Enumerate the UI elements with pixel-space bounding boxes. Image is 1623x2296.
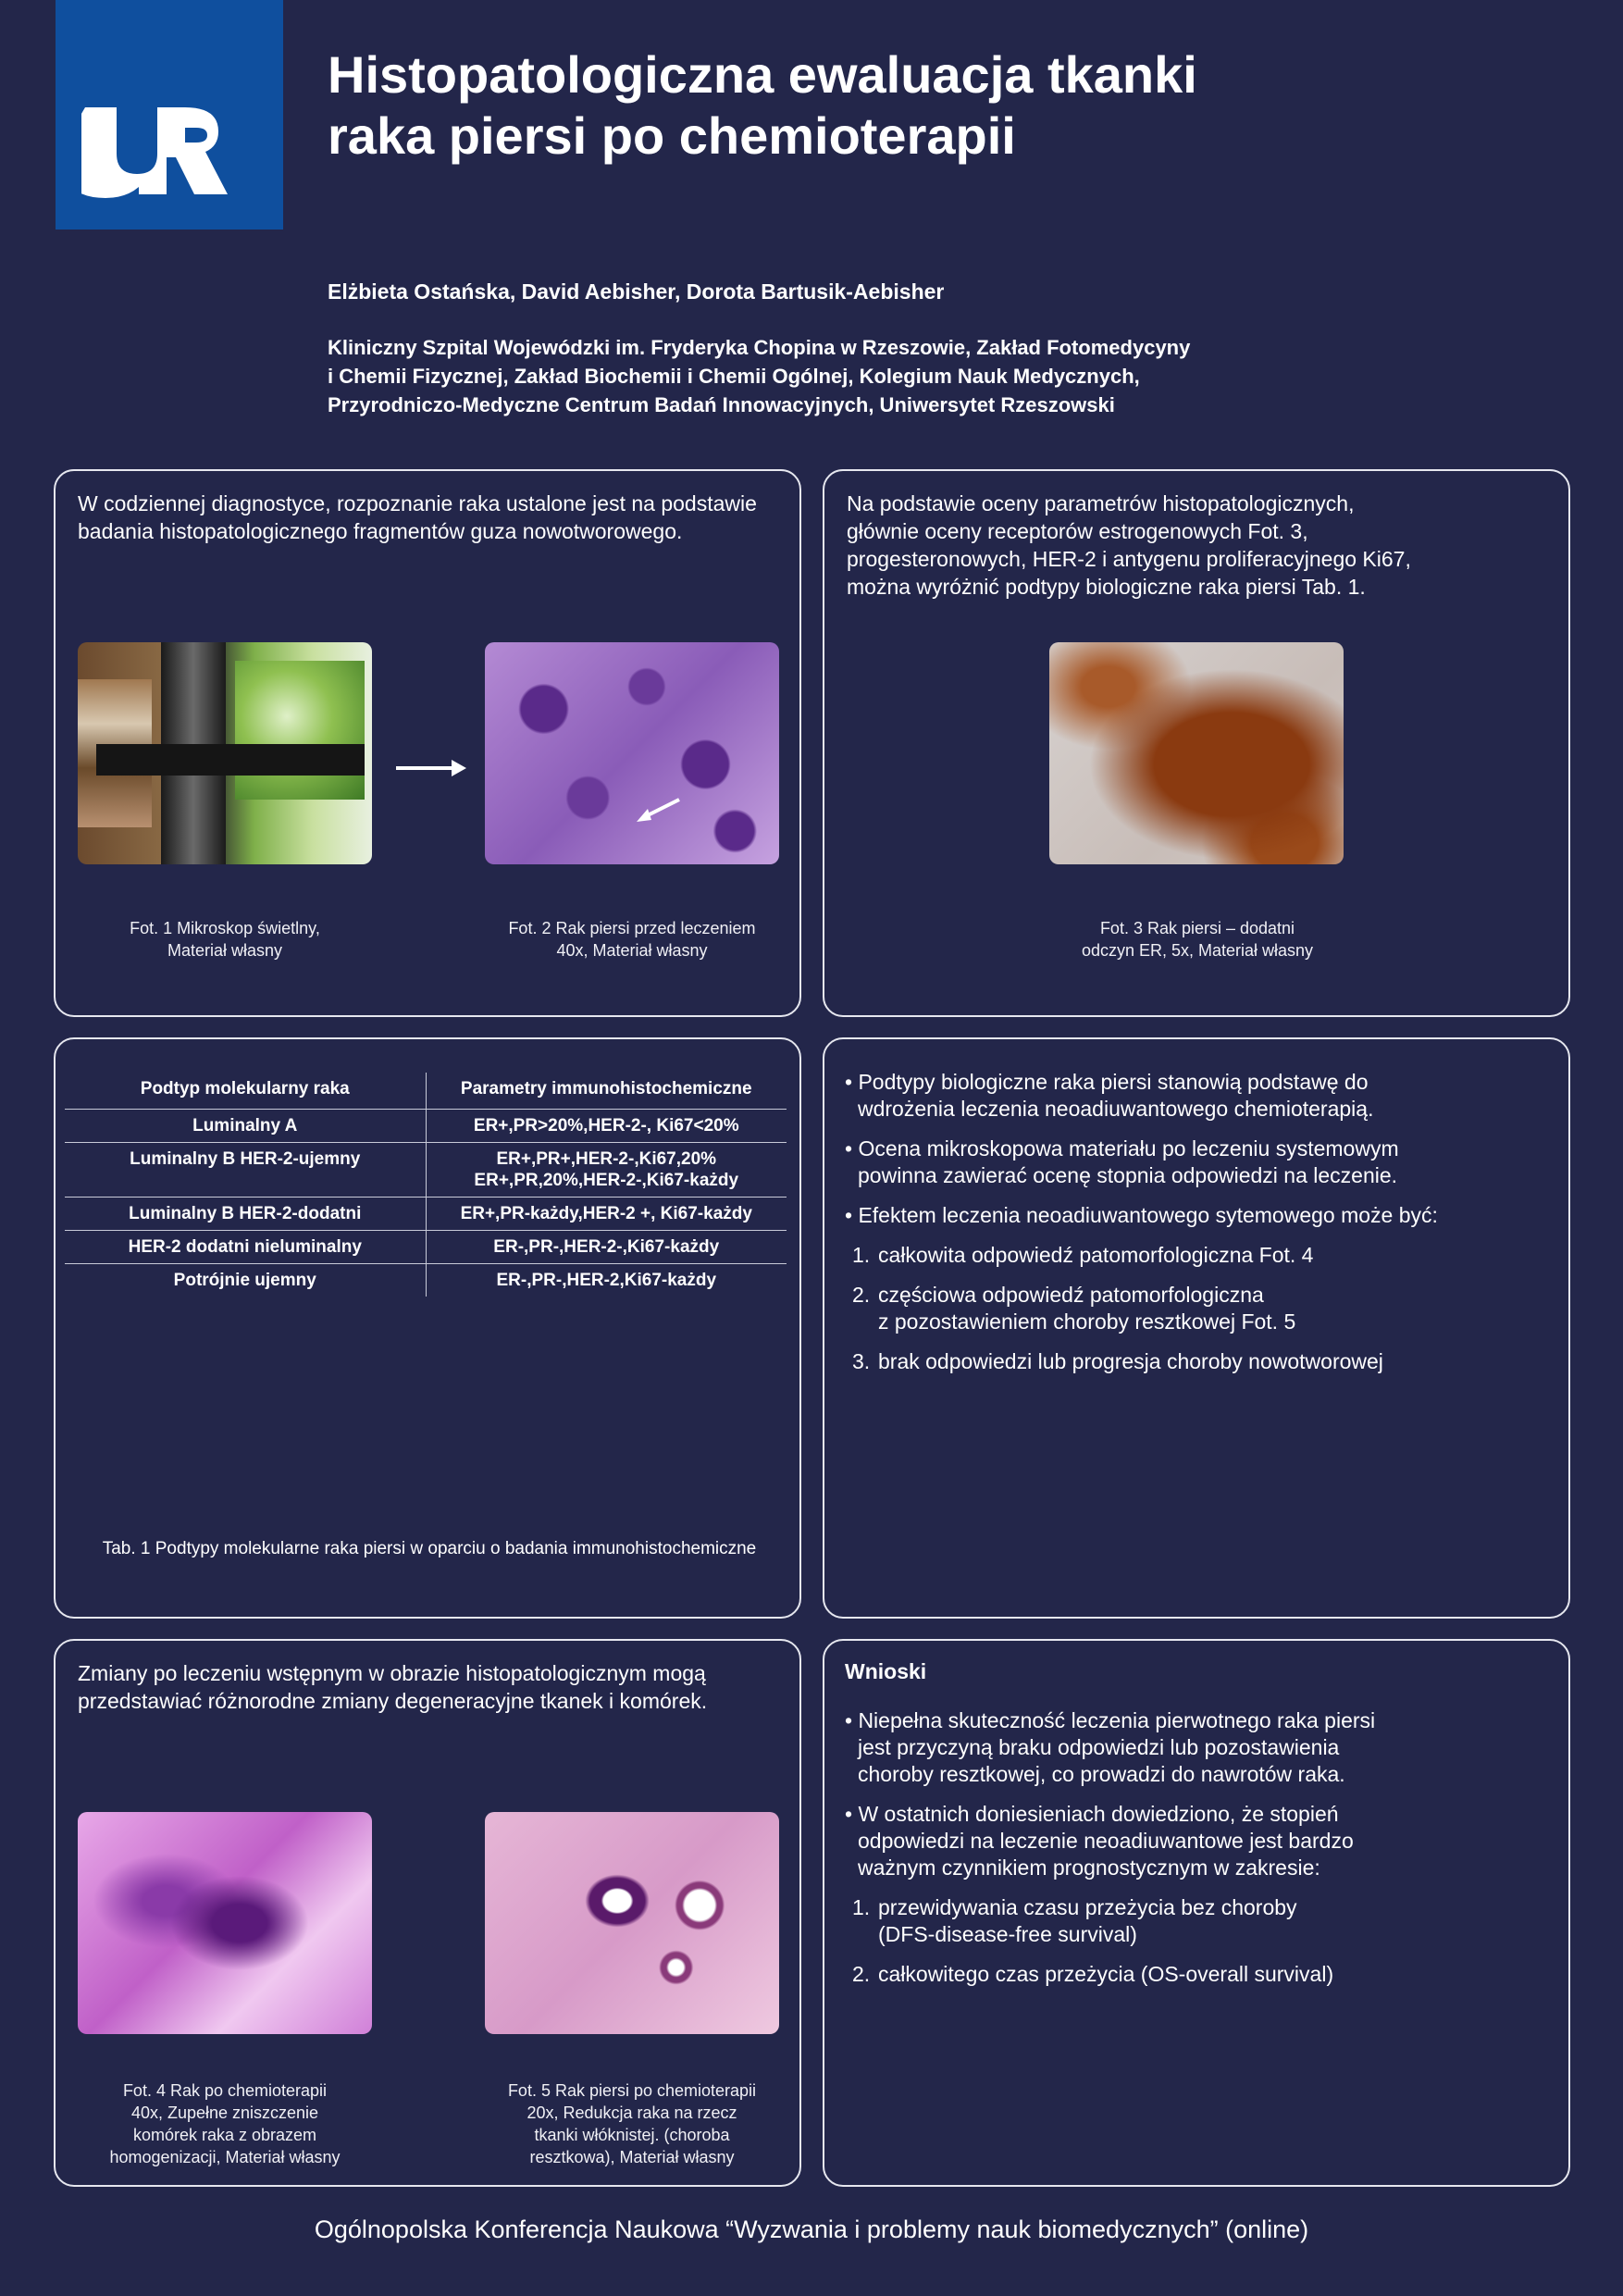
poster-title: Histopatologiczna ewaluacja tkanki raka piersi po chemioterapii — [328, 45, 1197, 165]
panel-post-treatment — [54, 1639, 801, 2187]
conclusions-heading: Wnioski — [845, 1659, 927, 1683]
microscope-photo — [78, 642, 372, 864]
column-header: Parametry immunohistochemiczne — [460, 1079, 752, 1098]
table-row: Potrójnie ujemny ER-,PR-,HER-2,Ki67-każdy — [65, 1264, 787, 1297]
numbered-item: 1. całkowita odpowiedź patomorfologiczna Fot. 4 — [852, 1243, 1314, 1267]
table-row: Luminalny A ER+,PR>20%,HER-2-, Ki67<20% — [65, 1110, 787, 1143]
panel-subtypes-text — [823, 1037, 1570, 1619]
table-caption: Tab. 1 Podtypy molekularne raka piersi w oparciu o badania immunohistochemiczne — [102, 1539, 757, 1558]
fig5-caption: Fot. 5 Rak piersi po chemioterapii 20x, Redukcja raka na rzecz tkanki włóknistej. (choroba resztkowa), Materiał własny — [507, 2081, 757, 2166]
bullet-list — [845, 1707, 1557, 2001]
table-row: Luminalny B HER-2-ujemny ER+,PR+,HER-2-,Ki67,20% ER+,PR,20%,HER-2-,Ki67-każdy — [65, 1143, 787, 1198]
authors: Elżbieta Ostańska, David Aebisher, Dorota Bartusik-Aebisher — [328, 279, 945, 304]
he-stain-photo-residual — [485, 1812, 779, 2034]
he-stain-photo-complete-response — [78, 1812, 372, 2034]
er-stain-photo — [1049, 642, 1344, 864]
fig1-caption: Fot. 1 Mikroskop świetlny, Materiał własny — [130, 919, 320, 960]
fig4-caption: Fot. 4 Rak po chemioterapii 40x, Zupełne zniszczenie komórek raka z obrazem homogenizacji, Materiał własny — [109, 2081, 341, 2166]
arrow-right-icon — [394, 754, 468, 782]
conference-footer: Ogólnopolska Konferencja Naukowa “Wyzwania i problemy nauk biomedycznych” (online) — [314, 2215, 1309, 2243]
table-header-row — [65, 1073, 787, 1110]
arrow-pointer-icon — [485, 642, 779, 864]
bullet-item: • Niepełna skuteczność leczenia pierwotnego raka piersi jest przyczyną braku odpowiedzi lub pozostawienia choroby resztkowej, co prowadzi do nawrotów raka. — [845, 1708, 1376, 1786]
panel-text: Na podstawie oceny parametrów histopatologicznych, głównie oceny receptorów estrogenowych Fot. 3, progesteronowych, HER-2 i antygenu proliferacyjnego Ki67, można wyróżnić podtypy biologiczne raka piersi Tab. 1. — [847, 491, 1411, 599]
subtypes-table — [65, 1073, 787, 1297]
column-header: Podtyp molekularny raka — [65, 1073, 426, 1110]
numbered-item: 1. przewidywania czasu przeżycia bez choroby (DFS-disease-free survival) — [852, 1895, 1297, 1946]
numbered-item: 3. brak odpowiedzi lub progresja choroby nowotworowej — [852, 1349, 1383, 1373]
bullet-list — [845, 1069, 1557, 1388]
fig3-caption: Fot. 3 Rak piersi – dodatni odczyn ER, 5x, Materiał własny — [1081, 919, 1314, 960]
bullet-item: • Efektem leczenia neoadiuwantowego sytemowego może być: — [845, 1203, 1438, 1227]
numbered-item: 2. całkowitego czas przeżycia (OS-overall survival) — [852, 1962, 1334, 1986]
bullet-item: • W ostatnich doniesieniach dowiedziono, że stopień odpowiedzi na leczenie neoadiuwantowe jest bardzo ważnym czynnikiem prognostycznym w zakresie: — [845, 1802, 1354, 1880]
panel-diagnostics — [54, 469, 801, 1017]
table-row: Luminalny B HER-2-dodatni ER+,PR-każdy,HER-2 +, Ki67-każdy — [65, 1198, 787, 1231]
panel-subtypes-table — [54, 1037, 801, 1619]
panel-conclusions — [823, 1639, 1570, 2187]
ur-logo-icon — [81, 102, 257, 198]
table-row: HER-2 dodatni nieluminalny ER-,PR-,HER-2-,Ki67-każdy — [65, 1231, 787, 1264]
fig2-caption: Fot. 2 Rak piersi przed leczeniem 40x, Materiał własny — [508, 919, 756, 960]
panel-receptors — [823, 469, 1570, 1017]
bullet-item: • Podtypy biologiczne raka piersi stanowią podstawę do wdrożenia leczenia neoadiuwantowego chemioterapią. — [845, 1070, 1374, 1121]
panel-text: Zmiany po leczeniu wstępnym w obrazie histopatologicznym mogą przedstawiać różnorodne zmiany degeneracyjne tkanek i komórek. — [78, 1661, 708, 1713]
university-logo — [56, 0, 283, 230]
bullet-item: • Ocena mikroskopowa materiału po leczeniu systemowym powinna zawierać ocenę stopnia odpowiedzi na leczenie. — [845, 1136, 1399, 1187]
he-stain-photo-before — [485, 642, 779, 864]
panel-text: W codziennej diagnostyce, rozpoznanie raka ustalone jest na podstawie badania histopatologicznego fragmentów guza nowotworowego. — [78, 491, 757, 543]
affiliation: Kliniczny Szpital Wojewódzki im. Fryderyka Chopina w Rzeszowie, Zakład Fotomedycyny i Chemii Fizycznej, Zakład Biochemii i Chemii Ogólnej, Kolegium Nauk Medycznych, Przyrodniczo-Medyczne Centrum Badań Innowacyjnych, Uniwersytet Rzeszowski — [328, 336, 1191, 416]
numbered-item: 2. częściowa odpowiedź patomorfologiczna z pozostawieniem choroby resztkowej Fot. 5 — [852, 1283, 1296, 1334]
